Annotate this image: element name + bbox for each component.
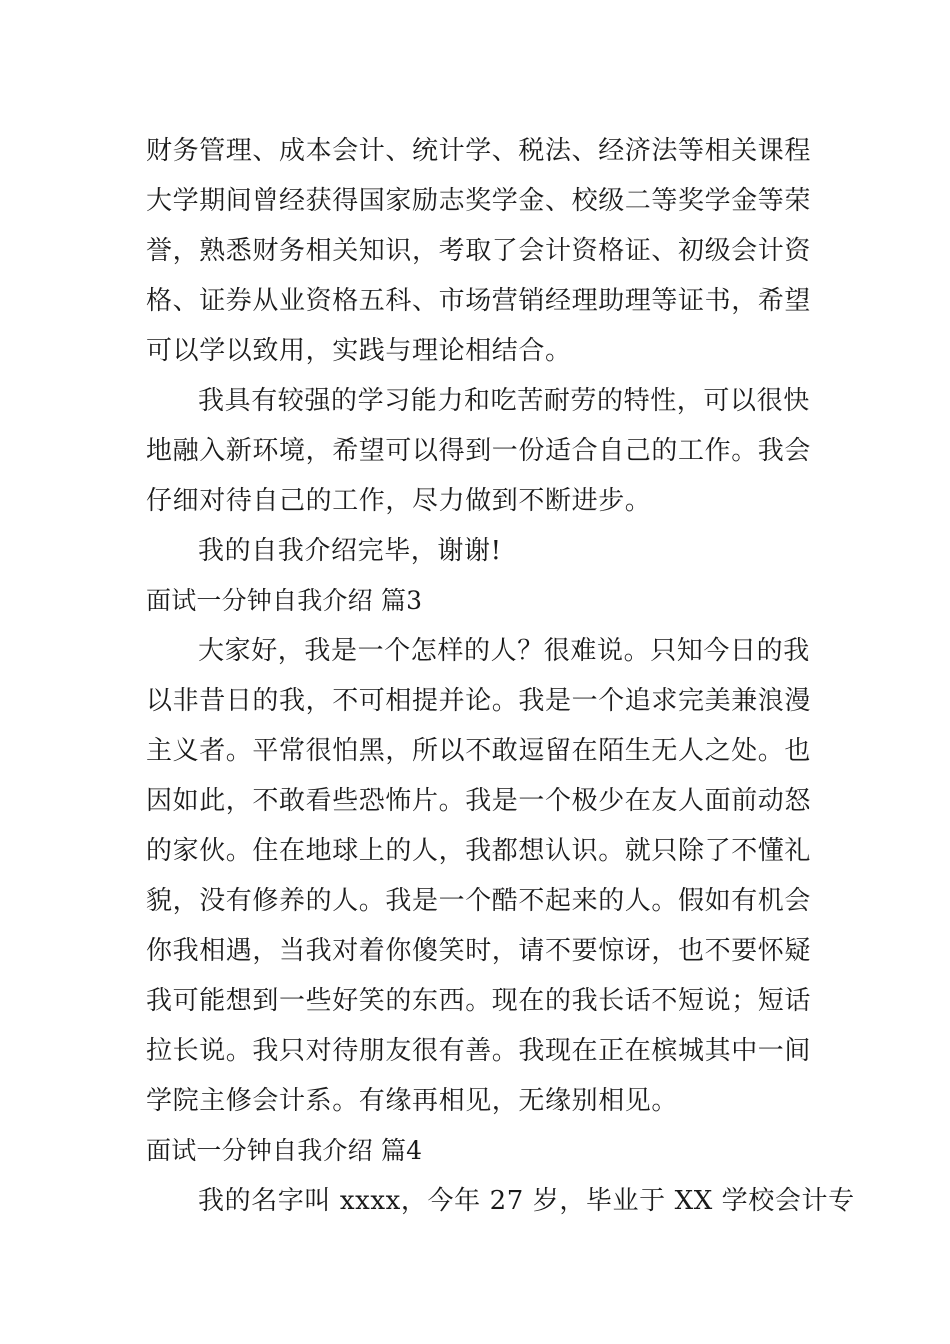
section-heading-4: 面试一分钟自我介绍 篇4 <box>146 1136 423 1165</box>
text-line: 地融入新环境，希望可以得到一份适合自己的工作。我会 <box>146 436 812 466</box>
text-line: 大家好，我是一个怎样的人？很难说。只知今日的我 <box>198 636 810 666</box>
paragraph-continued <box>146 126 812 376</box>
text-line: 的家伙。住在地球上的人，我都想认识。就只除了不懂礼 <box>146 836 812 866</box>
text-line: 我具有较强的学习能力和吃苦耐劳的特性，可以很快 <box>198 386 810 416</box>
paragraph-abilities <box>146 376 812 526</box>
text-line: 我的自我介绍完毕，谢谢! <box>198 536 502 566</box>
text-line: 我的名字叫 xxxx，今年 27 岁，毕业于 XX 学校会计专 <box>198 1186 855 1216</box>
text-line: 貌，没有修养的人。我是一个酷不起来的人。假如有机会 <box>146 886 812 916</box>
text-line: 你我相遇，当我对着你傻笑时，请不要惊讶，也不要怀疑 <box>146 936 812 966</box>
text-line: 学院主修会计系。有缘再相见，无缘别相见。 <box>146 1086 679 1116</box>
text-line: 因如此，不敢看些恐怖片。我是一个极少在友人面前动怒 <box>146 786 812 816</box>
text-line: 我可能想到一些好笑的东西。现在的我长话不短说；短话 <box>146 986 812 1016</box>
text-line: 拉长说。我只对待朋友很有善。我现在正在槟城其中一间 <box>146 1036 812 1066</box>
text-line: 可以学以致用，实践与理论相结合。 <box>146 336 572 366</box>
text-line: 大学期间曾经获得国家励志奖学金、校级二等奖学金等荣 <box>146 186 812 216</box>
paragraph-section-3 <box>146 626 812 1126</box>
text-line: 主义者。平常很怕黑，所以不敢逗留在陌生无人之处。也 <box>146 736 812 766</box>
document-page <box>146 126 855 1226</box>
paragraph-section-4 <box>146 1176 855 1226</box>
text-line: 以非昔日的我，不可相提并论。我是一个追求完美兼浪漫 <box>146 686 812 716</box>
text-line: 格、证券从业资格五科、市场营销经理助理等证书，希望 <box>146 286 812 316</box>
text-line: 财务管理、成本会计、统计学、税法、经济法等相关课程 <box>146 136 812 166</box>
text-line: 仔细对待自己的工作，尽力做到不断进步。 <box>146 486 652 516</box>
section-heading-3: 面试一分钟自我介绍 篇3 <box>146 586 423 615</box>
paragraph-closing <box>146 526 808 576</box>
text-line: 誉，熟悉财务相关知识，考取了会计资格证、初级会计资 <box>146 236 812 266</box>
